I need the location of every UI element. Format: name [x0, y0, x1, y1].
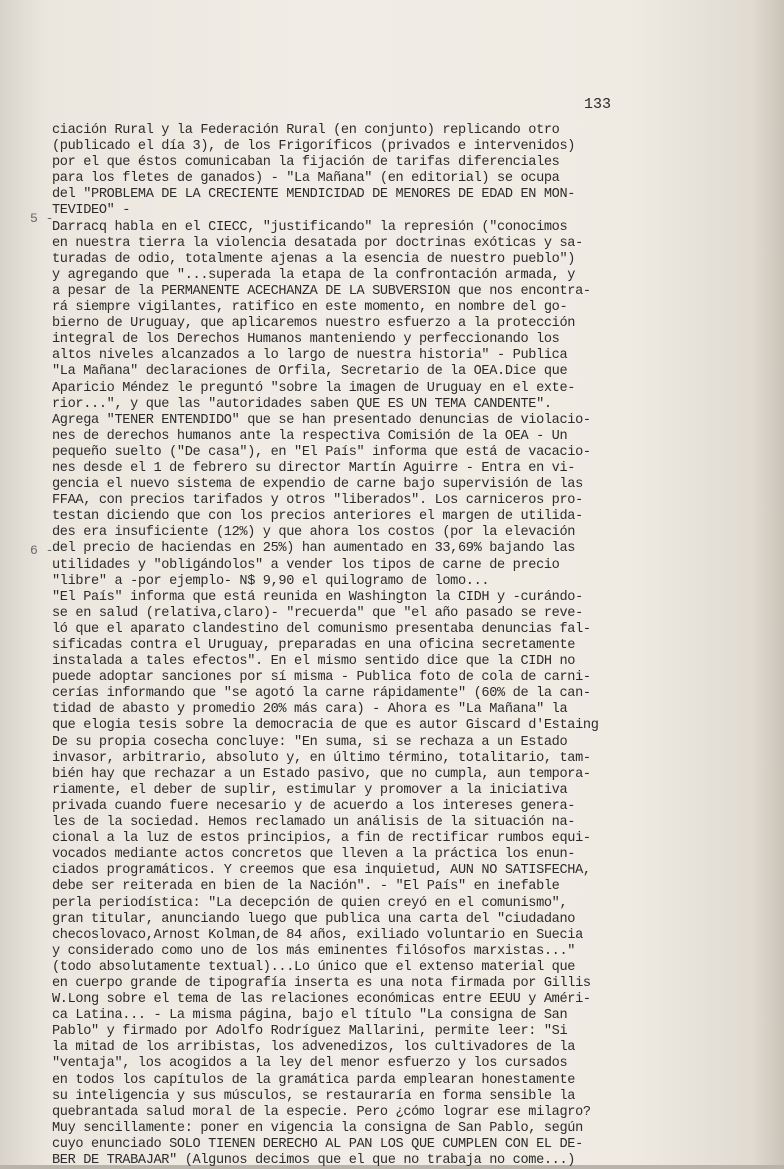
text-line: puede adoptar sanciones por sí misma - Publica foto de cola de carni-	[52, 670, 591, 686]
text-line: integral de los Derechos Humanos manteniendo y perfeccionando los	[52, 332, 560, 348]
text-line: nes de derechos humanos ante la respectiva Comisión de la OEA - Un	[52, 428, 568, 444]
text-line: Pablo" y firmado por Adolfo Rodríguez Mallarini, permite leer: "Si	[52, 1024, 568, 1040]
text-line: (publicado el día 3), de los Frigoríficos (privados e intervenidos)	[52, 139, 576, 155]
text-line: Agrega "TENER ENTENDIDO" que se han presentado denuncias de violacio-	[52, 412, 591, 428]
text-line: gencia el nuevo sistema de expendio de carne bajo supervisión de las	[52, 477, 583, 493]
text-line: debe ser reiterada en bien de la Nación". - "El País" en inefable	[52, 879, 560, 895]
text-line: y considerado como uno de los más eminentes filósofos marxistas..."	[52, 943, 576, 959]
text-line: W.Long sobre el tema de las relaciones económicas entre EEUU y Améri-	[52, 992, 591, 1008]
text-line: Aparicio Méndez le preguntó "sobre la imagen de Uruguay en el exte-	[52, 380, 576, 396]
text-line: instalada a tales efectos". En el mismo sentido dice que la CIDH no	[52, 654, 576, 670]
text-line: para los fletes de ganados) - "La Mañana" (en editorial) se ocupa	[52, 171, 560, 187]
text-line: del "PROBLEMA DE LA CRECIENTE MENDICIDAD DE MENORES DE EDAD EN MON-	[52, 187, 576, 203]
text-line: en todos los capítulos de la gramática parda emplearan honestamente	[52, 1072, 576, 1088]
text-line: que elogia tesis sobre la democracia de que es autor Giscard d'Estaing	[52, 718, 599, 734]
text-line: "El País" informa que está reunida en Washington la CIDH y -curándo-	[52, 589, 583, 605]
text-line: De su propia cosecha concluye: "En suma, si se rechaza a un Estado	[52, 734, 568, 750]
text-line: en nuestra tierra la violencia desatada por doctrinas exóticas y sa-	[52, 235, 583, 251]
text-line: cerías informando que "se agotó la carne rápidamente" (60% de la can-	[52, 686, 591, 702]
margin-mark-6: 6 -	[30, 543, 54, 558]
margin-mark-5: 5 -	[30, 211, 54, 226]
text-line: perla periodística: "La decepción de quien creyó en el comunismo",	[52, 895, 568, 911]
text-line: se en salud (relativa,claro)- "recuerda" que "el año pasado se reve-	[52, 605, 583, 621]
text-line: nes desde el 1 de febrero su director Martín Aguirre - Entra en vi-	[52, 460, 576, 476]
text-line: checoslovaco,Arnost Kolman,de 84 años, exiliado voluntario en Suecia	[52, 927, 583, 943]
text-line: del precio de haciendas en 25%) han aumentado en 33,69% bajando las	[52, 541, 576, 557]
text-line: "La Mañana" declaraciones de Orfila, Secretario de la OEA.Dice que	[52, 364, 568, 380]
text-line: en cuerpo grande de tipografía inserta es una nota firmada por Gillis	[52, 975, 591, 991]
text-line: bién hay que rechazar a un Estado pasivo, que no cumpla, aun tempora-	[52, 766, 591, 782]
text-line: invasor, arbitrario, absoluto y, en último término, totalitario, tam-	[52, 750, 591, 766]
text-line: rior...", y que las "autoridades saben QUE ES UN TEMA CANDENTE".	[52, 396, 552, 412]
text-line: bierno de Uruguay, que aplicaremos nuestro esfuerzo a la protección	[52, 316, 576, 332]
text-line: des era insuficiente (12%) y que ahora los costos (por la elevación	[52, 525, 576, 541]
text-line: TEVIDEO" -	[52, 203, 131, 219]
text-line: y agregando que "...superada la etapa de la confrontación armada, y	[52, 267, 576, 283]
text-line: por el que éstos comunicaban la fijación de tarifas diferenciales	[52, 155, 560, 171]
text-line: rá siempre vigilantes, ratifico en este momento, en nombre del go-	[52, 300, 568, 316]
text-line: Muy sencillamente: poner en vigencia la consigna de San Pablo, según	[52, 1120, 583, 1136]
text-line: sificadas contra el Uruguay, preparadas en una oficina secretamente	[52, 638, 576, 653]
text-line: FFAA, con precios tarifados y otros "liberados". Los carniceros pro-	[52, 493, 583, 509]
text-line: pequeño suelto ("De casa"), en "El País" informa que está de vacacio-	[52, 444, 591, 460]
text-line: riamente, el deber de suplir, estimular y promover a la iniciativa	[52, 782, 568, 798]
text-line: gran titular, anunciando luego que publica una carta del "ciudadano	[52, 911, 576, 927]
text-line: privada cuando fuere necesario y de acuerdo a los intereses genera-	[52, 798, 576, 814]
text-line: cuyo enunciado SOLO TIENEN DERECHO AL PAN LOS QUE CUMPLEN CON EL DE-	[52, 1136, 583, 1152]
text-line: quebrantada salud moral de la especie. Pero ¿cómo lograr ese milagro?	[52, 1104, 591, 1120]
text-line: ca Latina... - La misma página, bajo el título "La consigna de San	[52, 1008, 568, 1024]
text-line: cional a la luz de estos principios, a fin de rectificar rumbos equi-	[52, 831, 591, 847]
text-line: testan diciendo que con los precios anteriores el margen de utilida-	[52, 509, 583, 525]
text-line: (todo absolutamente textual)...Lo único que el extenso material que	[52, 959, 576, 975]
text-line: les de la sociedad. Hemos reclamado un análisis de la situación na-	[52, 815, 576, 831]
text-line: a pesar de la PERMANENTE ACECHANZA DE LA SUBVERSION que nos encontra-	[52, 283, 591, 299]
document-body	[52, 123, 684, 1169]
text-line: ló que el aparato clandestino del comunismo presentaba denuncias fal-	[52, 621, 591, 637]
text-line: vocados mediante actos concretos que lleven a la práctica los enun-	[52, 847, 576, 863]
page-number: 133	[584, 96, 612, 113]
text-line: ciados programáticos. Y creemos que esa inquietud, AUN NO SATISFECHA,	[52, 863, 591, 879]
text-line: turadas de odio, totalmente ajenas a la esencia de nuestro pueblo")	[52, 251, 576, 267]
text-line: Darracq habla en el CIECC, "justificando" la represión ("conocimos	[52, 219, 568, 235]
text-line: utilidades y "obligándolos" a vender los tipos de carne de precio	[52, 557, 560, 573]
text-line: tidad de abasto y promedio 20% más cara) - Ahora es "La Mañana" la	[52, 702, 568, 718]
text-line: la mitad de los arribistas, los advenedizos, los cultivadores de la	[52, 1040, 576, 1056]
text-line: "ventaja", los acogidos a la ley del menor esfuerzo y los cursados	[52, 1056, 568, 1072]
text-line: altos niveles alcanzados a lo largo de nuestra historia" - Publica	[52, 348, 568, 364]
text-line: "libre" a -por ejemplo- N$ 9,90 el quilogramo de lomo...	[52, 573, 490, 589]
text-line: su inteligencia y sus músculos, se restauraría en forma sensible la	[52, 1088, 576, 1104]
text-line: BER DE TRABAJAR" (Algunos decimos que el que no trabaja no come...)	[52, 1153, 576, 1168]
text-line: ciación Rural y la Federación Rural (en conjunto) replicando otro	[52, 123, 560, 138]
